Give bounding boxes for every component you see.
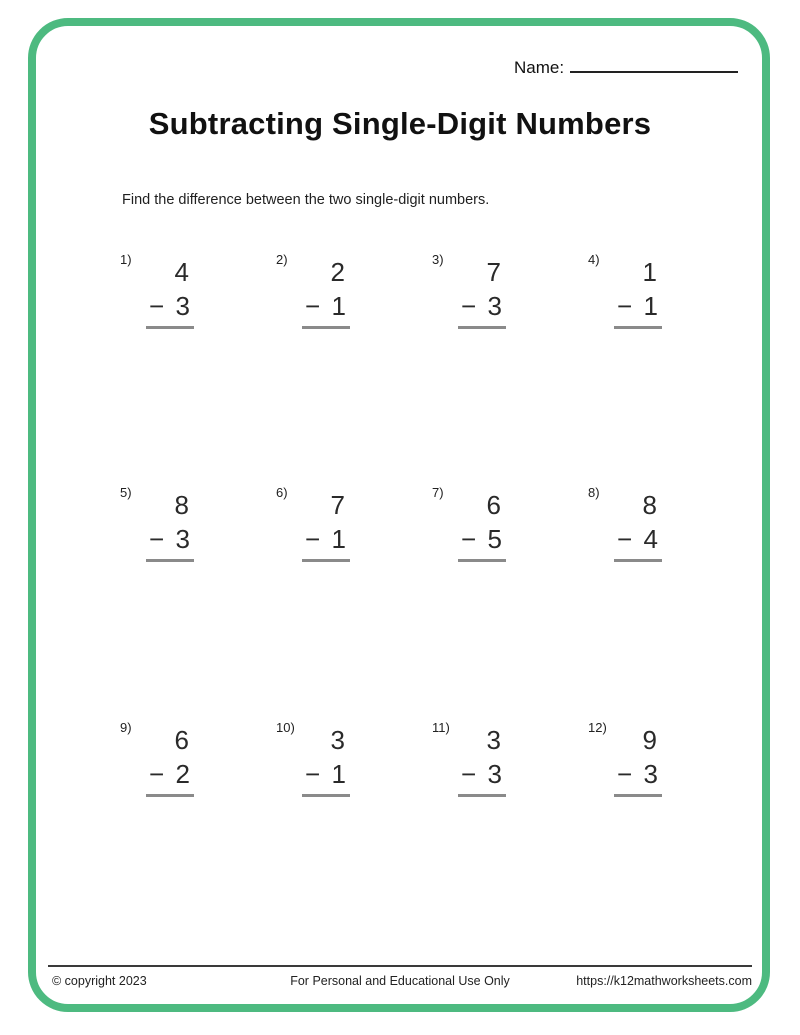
problem-5 [120, 486, 194, 562]
subtraction-row [146, 292, 194, 320]
problem-8 [588, 486, 662, 562]
problem-body [614, 726, 662, 797]
page-title: Subtracting Single-Digit Numbers [148, 106, 652, 141]
subtraction-row [302, 292, 350, 320]
name-blank-line [570, 59, 738, 73]
problem-number-label: 2) [276, 252, 288, 267]
answer-line [614, 794, 662, 797]
minuend: 6 [174, 725, 189, 755]
subtraction-row [146, 525, 194, 553]
problem-number-label: 6) [276, 485, 288, 500]
problem-4 [588, 253, 662, 329]
minus-sign: − [149, 524, 165, 554]
subtrahend: 2 [175, 759, 190, 789]
subtraction-row [302, 760, 350, 788]
problem-7 [432, 486, 506, 562]
problem-body [146, 491, 194, 562]
problem-body [614, 258, 662, 329]
problem-6 [276, 486, 350, 562]
footer-site-url: https://k12mathworksheets.com [576, 974, 752, 988]
problem-number-label: 1) [120, 252, 132, 267]
problem-number-label: 7) [432, 485, 444, 500]
subtrahend: 5 [487, 524, 502, 554]
subtrahend: 3 [175, 291, 190, 321]
subtrahend: 4 [643, 524, 658, 554]
problem-number-label: 5) [120, 485, 132, 500]
name-label: Name: [514, 58, 565, 77]
minuend: 9 [642, 725, 657, 755]
subtraction-row [458, 292, 506, 320]
answer-line [458, 794, 506, 797]
problem-body [614, 491, 662, 562]
subtraction-row [614, 292, 662, 320]
problem-body [302, 726, 350, 797]
problem-9 [120, 721, 194, 797]
minus-sign: − [461, 291, 477, 321]
minuend: 3 [330, 725, 345, 755]
minuend: 1 [642, 257, 657, 287]
problem-body [302, 491, 350, 562]
footer-divider [48, 965, 752, 967]
problem-number-label: 3) [432, 252, 444, 267]
problem-body [458, 258, 506, 329]
subtrahend: 1 [331, 524, 346, 554]
minus-sign: − [461, 759, 477, 789]
minus-sign: − [305, 759, 321, 789]
minus-sign: − [149, 291, 165, 321]
answer-line [458, 326, 506, 329]
problem-12 [588, 721, 662, 797]
subtrahend: 1 [331, 759, 346, 789]
subtraction-row [614, 760, 662, 788]
problem-number-label: 11) [432, 720, 450, 735]
problem-number-label: 12) [588, 720, 607, 735]
answer-line [146, 326, 194, 329]
problem-11 [432, 721, 506, 797]
subtrahend: 3 [487, 759, 502, 789]
problem-10 [276, 721, 350, 797]
minuend: 7 [486, 257, 501, 287]
minus-sign: − [149, 759, 165, 789]
subtrahend: 3 [487, 291, 502, 321]
minuend: 8 [174, 490, 189, 520]
problem-number-label: 9) [120, 720, 132, 735]
minus-sign: − [617, 759, 633, 789]
minus-sign: − [617, 291, 633, 321]
answer-line [146, 794, 194, 797]
footer-usage-note: For Personal and Educational Use Only [290, 974, 510, 988]
answer-line [302, 794, 350, 797]
minuend: 7 [330, 490, 345, 520]
problem-number-label: 10) [276, 720, 295, 735]
problem-1 [120, 253, 194, 329]
subtraction-row [458, 760, 506, 788]
name-field-row [514, 58, 738, 78]
minuend: 2 [330, 257, 345, 287]
minus-sign: − [617, 524, 633, 554]
problem-body [302, 258, 350, 329]
minuend: 8 [642, 490, 657, 520]
subtraction-row [302, 525, 350, 553]
subtraction-row [458, 525, 506, 553]
minuend: 4 [174, 257, 189, 287]
subtrahend: 3 [175, 524, 190, 554]
minuend: 3 [486, 725, 501, 755]
problem-body [146, 258, 194, 329]
answer-line [614, 559, 662, 562]
footer-copyright: © copyright 2023 [52, 974, 147, 988]
subtrahend: 3 [643, 759, 658, 789]
problem-3 [432, 253, 506, 329]
minus-sign: − [305, 291, 321, 321]
minus-sign: − [461, 524, 477, 554]
subtrahend: 1 [331, 291, 346, 321]
problem-number-label: 8) [588, 485, 600, 500]
subtraction-row [146, 760, 194, 788]
answer-line [146, 559, 194, 562]
minus-sign: − [305, 524, 321, 554]
problem-body [458, 726, 506, 797]
instruction-text: Find the difference between the two single-digit numbers. [122, 192, 490, 208]
subtrahend: 1 [643, 291, 658, 321]
answer-line [458, 559, 506, 562]
problem-number-label: 4) [588, 252, 600, 267]
subtraction-row [614, 525, 662, 553]
minuend: 6 [486, 490, 501, 520]
problem-body [146, 726, 194, 797]
problem-body [458, 491, 506, 562]
answer-line [614, 326, 662, 329]
answer-line [302, 559, 350, 562]
answer-line [302, 326, 350, 329]
problem-2 [276, 253, 350, 329]
